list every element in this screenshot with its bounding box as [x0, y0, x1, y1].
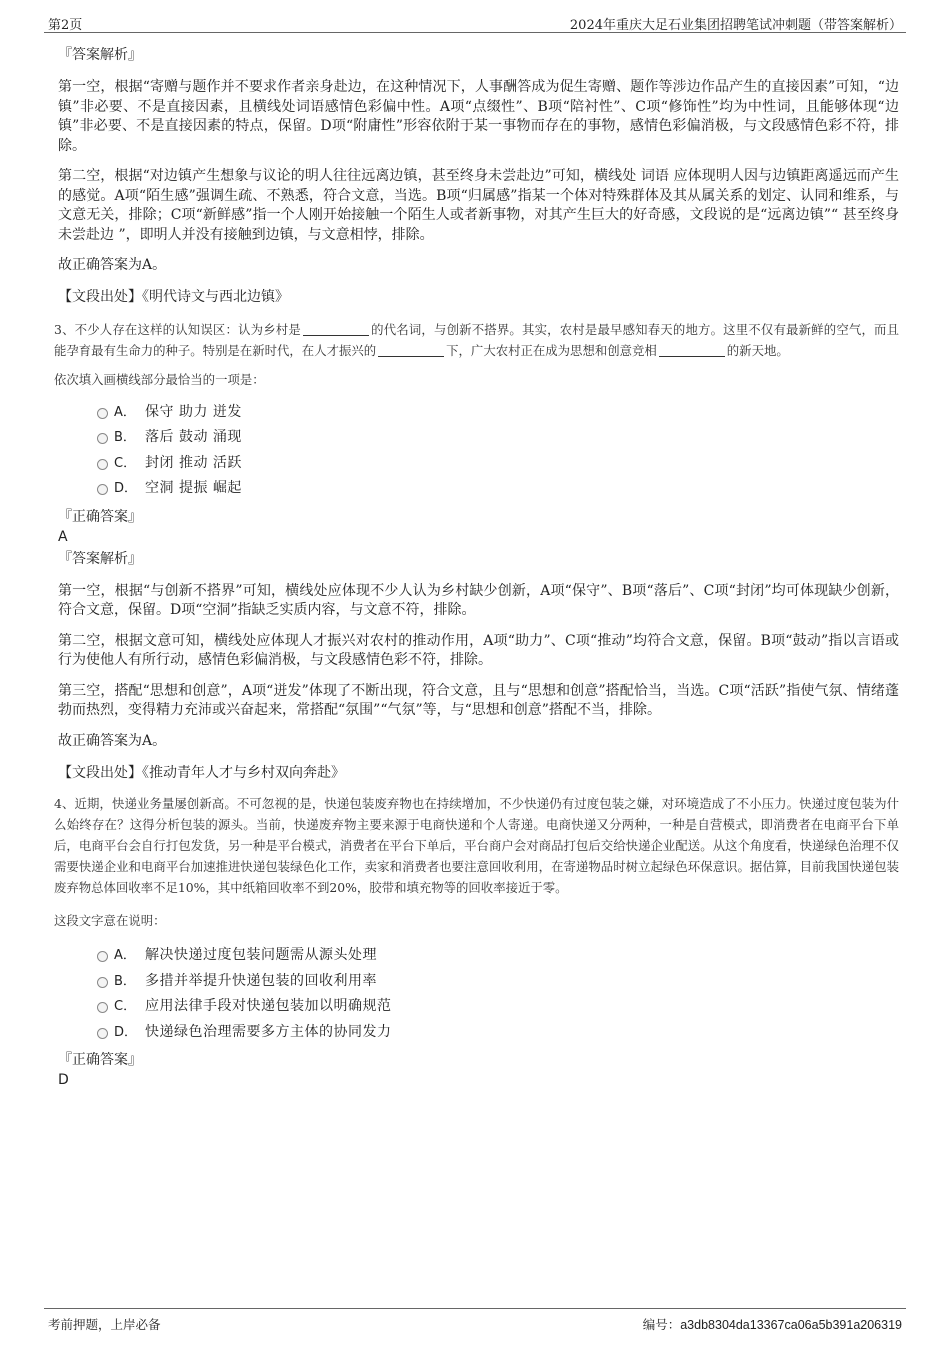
analysis-paragraph: 第一空，根据“寄赠与题作并不要求作者亲身赴边，在这种情况下，人事酬答成为促生寄赠、题作等涉边作品产生的直接因素”可知，“边镇”非必要、不是直接因素，且横线处词语感情色彩偏中性。A项“点缀性”、B项“陪衬性”、C项“修饰性”均为中性词，且能够体现“边镇”非必要、不是直接因素的特点，保留。D项“附庸性”形容依附于某一事物而存在的事物，感情色彩偏消极，与文段感情色彩不符，排除。 [58, 79, 899, 154]
option-a[interactable]: A． 保守 助力 迸发 [54, 400, 899, 426]
radio-icon[interactable] [97, 459, 108, 470]
correct-answer-title: 『正确答案』 [58, 508, 142, 525]
option-d[interactable]: D． 快递绿色治理需要多方主体的协同发力 [54, 1020, 899, 1046]
analysis-paragraph: 第一空，根据“与创新不搭界”可知，横线处应体现不少人认为乡村缺少创新，A项“保守”、B项“落后”、C项“封闭”均可体现缺少创新，符合文意，保留。D项“空洞”指缺乏实质内容，与文意不符，排除。 [58, 582, 899, 618]
correct-answer: A [58, 528, 68, 545]
analysis-conclusion: 故正确答案为A。 [58, 732, 167, 749]
footer-slogan: 考前押题，上岸必备 [48, 1317, 161, 1332]
page-number: 第2页 [48, 18, 83, 33]
page-footer [44, 1308, 906, 1335]
question-4 [54, 793, 899, 1089]
analysis-title: 『答案解析』 [58, 550, 142, 567]
analysis-paragraph: 第二空，根据文意可知，横线处应体现人才振兴对农村的推动作用，A项“助力”、C项“推动”均符合文意，保留。B项“鼓动”指以言语或行为使他人有所行动，感情色彩偏消极，与文段感情色彩不符，排除。 [58, 632, 899, 668]
radio-icon[interactable] [97, 951, 108, 962]
source-citation: 【文段出处】《推动青年人才与乡村双向奔赴》 [58, 765, 345, 781]
option-a[interactable]: A． 解决快递过度包装问题需从源头处理 [54, 943, 899, 969]
fill-blank-2 [378, 342, 444, 357]
option-list [54, 400, 899, 502]
question-instruction: 这段文字意在说明： [54, 913, 166, 928]
source-citation: 【文段出处】《明代诗文与西北边镇》 [58, 288, 289, 305]
radio-icon[interactable] [97, 433, 108, 444]
page-header [44, 8, 906, 33]
option-list [54, 943, 899, 1045]
option-c[interactable]: C． 封闭 推动 活跃 [54, 451, 899, 477]
correct-answer-title: 『正确答案』 [58, 1052, 142, 1068]
radio-icon[interactable] [97, 1028, 108, 1039]
option-d[interactable]: D． 空洞 提振 崛起 [54, 476, 899, 502]
radio-icon[interactable] [97, 977, 108, 988]
document-title: 2024年重庆大足石业集团招聘笔试冲刺题（带答案解析） [569, 18, 902, 33]
radio-icon[interactable] [97, 408, 108, 419]
analysis-paragraph: 第二空，根据“对边镇产生想象与议论的明人往往远离边镇，甚至终身未尝赴边”可知，横线处 词语 应体现明人因与边镇距离遥远而产生的感觉。A项“陌生感”强调生疏、不熟悉，符合文意，当选。B项“归属感”指某一个体对特殊群体及其从属关系的划定、认同和维系，与文意无关，排除；C项“新鲜感”指一个人刚开始接触一个陌生人或者新事物，对其产生巨大的好奇感，文段说的是“远离边镇”“ 甚至终身未尝赴边 ”，即明人并没有接触到边镇，与文意相悖，排除。 [58, 168, 899, 243]
question-stem: 3、不少人存在这样的认知误区：认为乡村是 的代名词，与创新不搭界。其实，农村是最早感知春天的地方。这里不仅有最新鲜的空气，而且能孕育最有生命力的种子。特别是在新时代，在人才振兴的 下，广大农村正在成为思想和创意竞相 的新天地。 [54, 321, 900, 358]
page-content [54, 44, 899, 1089]
option-b[interactable]: B． 落后 鼓动 涌现 [54, 425, 899, 451]
question-instruction: 依次填入画横线部分最恰当的一项是： [54, 371, 265, 387]
question-stem: 4、近期，快递业务量屡创新高。不可忽视的是，快递包装废弃物也在持续增加，不少快递仍有过度包装之嫌，对环境造成了不小压力。快递过度包装为什么始终存在？这得分析包装的源头。当前，快递废弃物主要来源于电商快递和个人寄递。电商快递又分两种，一种是自营模式，即消费者在电商平台下单后，电商平台会自行打包发货，另一种是平台模式，消费者在平台下单后，平台商户会对商品打包后交给快递企业配送。从这个角度看，快递绿色治理不仅需要快递企业和电商平台加速推进快递包装绿色化工作，卖家和消费者也要注意回收利用，在寄递物品时树立起绿色环保意识。据估算，目前我国快递包装废弃物总体回收率不足10%，其中纸箱回收率不到20%，胶带和填充物等的回收率接近于零。 [54, 796, 899, 895]
option-b[interactable]: B． 多措并举提升快递包装的回收利用率 [54, 969, 899, 995]
fill-blank-3 [659, 342, 725, 357]
fill-blank-1 [303, 321, 369, 336]
analysis-title: 『答案解析』 [58, 47, 142, 63]
radio-icon[interactable] [97, 1002, 108, 1013]
analysis-paragraph: 第三空，搭配“思想和创意”，A项“迸发”体现了不断出现，符合文意，且与“思想和创意”搭配恰当，当选。C项“活跃”指使气氛、情绪蓬勃而热烈，变得精力充沛或兴奋起来，常搭配“氛围”“气氛”等，与“思想和创意”搭配不当，排除。 [58, 682, 899, 718]
question-3 [54, 319, 899, 784]
analysis-conclusion: 故正确答案为A。 [58, 257, 167, 273]
correct-answer: D [58, 1072, 69, 1088]
q2-analysis-section [54, 44, 899, 307]
radio-icon[interactable] [97, 484, 108, 495]
document-code: 编号：a3db8304da13367ca06a5b391a206319 [642, 1317, 902, 1332]
option-c[interactable]: C． 应用法律手段对快递包装加以明确规范 [54, 994, 899, 1020]
